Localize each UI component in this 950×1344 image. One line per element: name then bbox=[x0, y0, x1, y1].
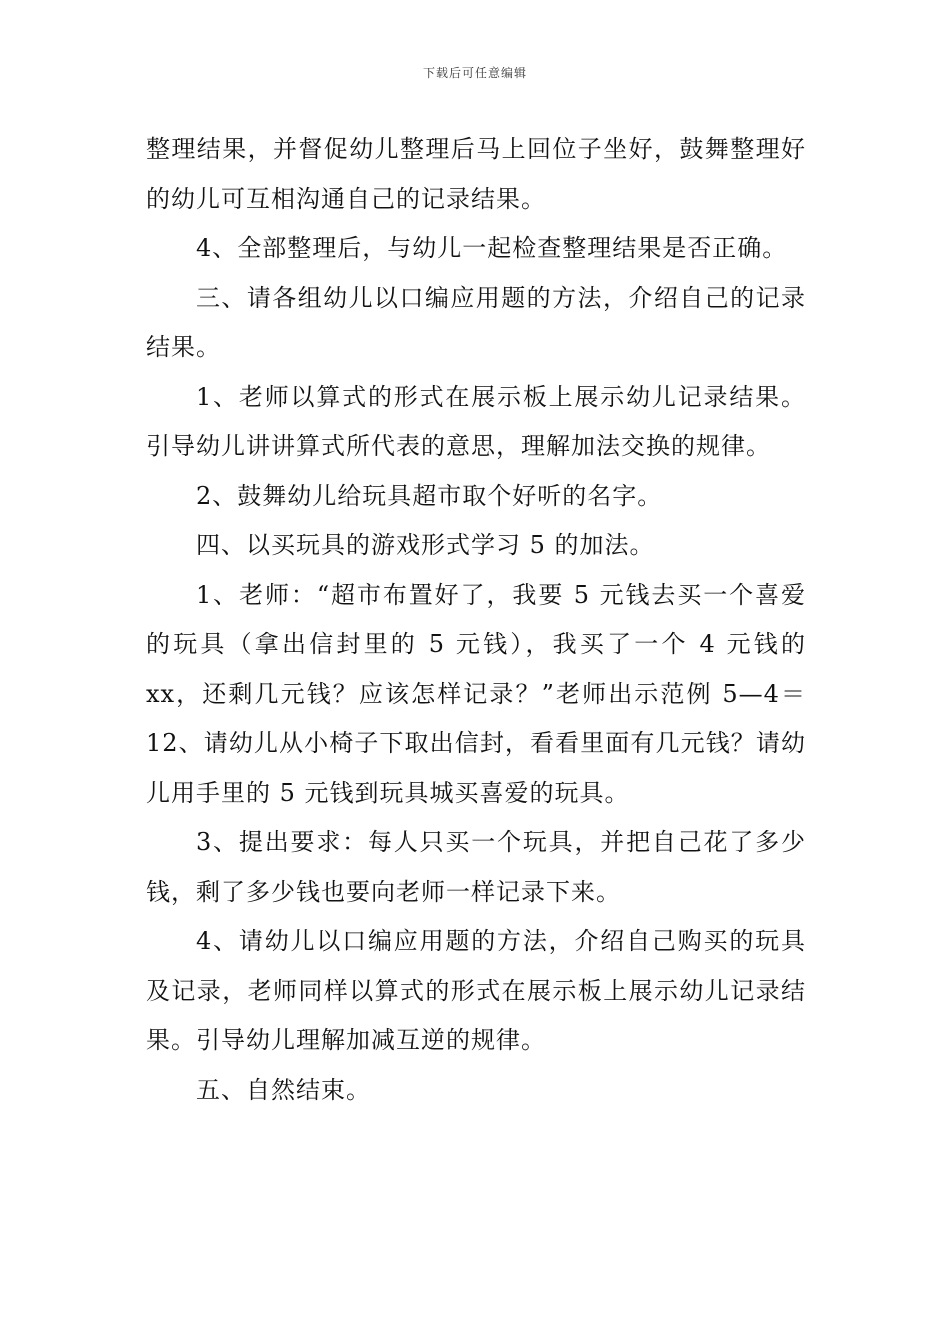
paragraph: 4、全部整理后，与幼儿一起检查整理结果是否正确。 bbox=[196, 234, 788, 262]
paragraph: 四、以买玩具的游戏形式学习 5 的加法。 bbox=[196, 531, 655, 559]
paragraph: 五、自然结束。 bbox=[196, 1075, 371, 1104]
paragraph: 2、鼓舞幼儿给玩具超市取个好听的名字。 bbox=[196, 481, 663, 510]
page-header: 下载后可任意编辑 bbox=[422, 66, 527, 80]
paragraph: 1、老师以算式的形式在展示板上展示幼儿记录结果。引导幼儿讲讲算式所代表的意思，理解加法交换的规律。 bbox=[146, 382, 806, 460]
paragraph: 3、提出要求：每人只买一个玩具，并把自己花了多少钱，剩了多少钱也要向老师一样记录下来。 bbox=[146, 828, 806, 906]
paragraph: 三、请各组幼儿以口编应用题的方法，介绍自己的记录结果。 bbox=[146, 283, 806, 361]
document-body bbox=[146, 125, 806, 1115]
paragraph: 整理结果，并督促幼儿整理后马上回位子坐好，鼓舞整理好的幼儿可互相沟通自己的记录结果。 bbox=[146, 135, 806, 213]
paragraph: 1、老师：“超市布置好了，我要 5 元钱去买一个喜爱的玩具（拿出信封里的 5 元钱），我买了一个 4 元钱的 xx，还剩几元钱？应该怎样记录？”老师出示范例 5—4＝12、请幼儿从小椅子下取出信封，看看里面有几元钱？请幼儿用手里的 5 元钱到玩具城买喜爱的玩具。 bbox=[146, 580, 806, 807]
paragraph: 4、请幼儿以口编应用题的方法，介绍自己购买的玩具及记录，老师同样以算式的形式在展示板上展示幼儿记录结果。引导幼儿理解加减互逆的规律。 bbox=[146, 927, 806, 1054]
